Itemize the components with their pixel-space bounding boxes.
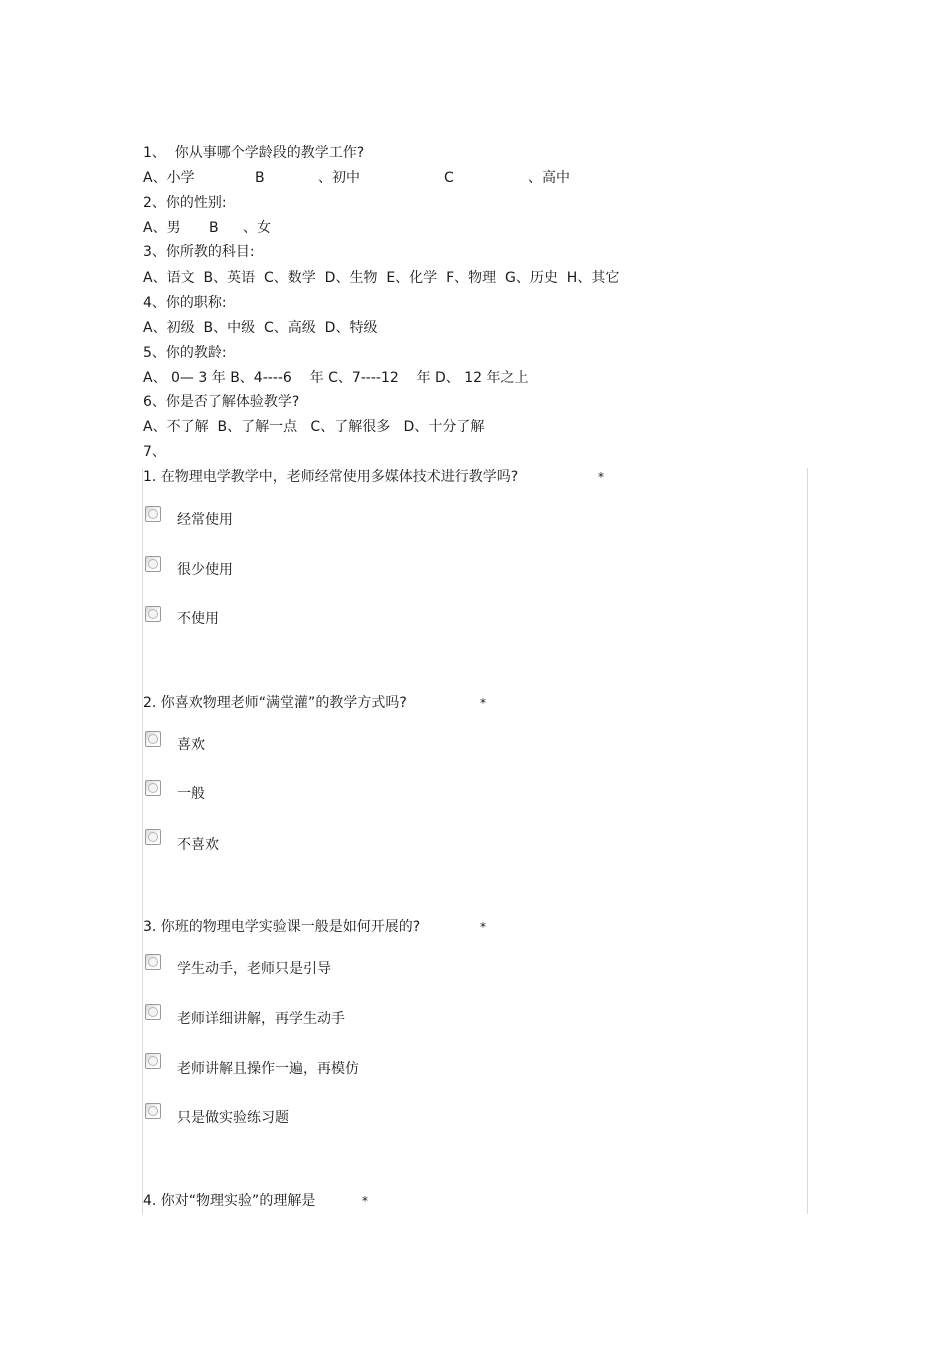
question-7: 7、 <box>143 444 166 460</box>
survey-q4-title: 4. 你对“物理实验”的理解是 <box>143 1193 316 1209</box>
question-1-option-c-letter: C <box>444 170 454 186</box>
question-2: 2、你的性别: <box>143 195 227 211</box>
question-3: 3、你所教的科目: <box>143 244 255 260</box>
survey-q3-title: 3. 你班的物理电学实验课一般是如何开展的? <box>143 919 421 935</box>
question-6: 6、你是否了解体验教学? <box>143 394 300 410</box>
survey-q1-radio-1[interactable] <box>145 506 161 522</box>
question-1-option-c-text: 、高中 <box>528 170 570 186</box>
survey-form-frame <box>142 468 808 1214</box>
survey-q2-required-mark: * <box>480 696 486 710</box>
question-1-option-b-letter: B <box>255 170 265 186</box>
survey-q3-option-4[interactable]: 只是做实验练习题 <box>177 1110 289 1126</box>
survey-q2-option-3[interactable]: 不喜欢 <box>177 837 219 853</box>
question-5: 5、你的教龄: <box>143 345 227 361</box>
question-5-options: A、 0— 3 年 B、4----6 年 C、7----12 年 D、 12 年之上 <box>143 370 529 386</box>
survey-q3-radio-4[interactable] <box>145 1103 161 1119</box>
survey-q3-option-1[interactable]: 学生动手，老师只是引导 <box>177 961 331 977</box>
survey-q2-radio-3[interactable] <box>145 829 161 845</box>
survey-q3-option-2[interactable]: 老师详细讲解，再学生动手 <box>177 1011 345 1027</box>
question-2-option-b-letter: B <box>209 220 219 236</box>
survey-q1-title: 1. 在物理电学教学中，老师经常使用多媒体技术进行教学吗? <box>143 469 519 485</box>
survey-q3-radio-1[interactable] <box>145 954 161 970</box>
question-2-option-a: A、男 <box>143 220 181 236</box>
question-1: 1、 你从事哪个学龄段的教学工作? <box>143 145 365 161</box>
question-6-options: A、不了解 B、了解一点 C、了解很多 D、十分了解 <box>143 419 485 435</box>
survey-q2-title: 2. 你喜欢物理老师“满堂灌”的教学方式吗? <box>143 695 407 711</box>
survey-q3-option-3[interactable]: 老师讲解且操作一遍，再模仿 <box>177 1061 359 1077</box>
question-2-option-b-text: 、女 <box>243 220 271 236</box>
survey-q3-radio-3[interactable] <box>145 1053 161 1069</box>
survey-q4-required-mark: * <box>362 1194 368 1208</box>
survey-q2-radio-1[interactable] <box>145 731 161 747</box>
survey-q1-option-1[interactable]: 经常使用 <box>177 512 233 528</box>
survey-q1-required-mark: * <box>598 470 604 484</box>
question-1-option-a: A、小学 <box>143 170 195 186</box>
survey-q1-radio-2[interactable] <box>145 556 161 572</box>
question-4-options: A、初级 B、中级 C、高级 D、特级 <box>143 320 378 336</box>
survey-q3-required-mark: * <box>480 920 486 934</box>
survey-q1-radio-3[interactable] <box>145 606 161 622</box>
survey-q3-radio-2[interactable] <box>145 1004 161 1020</box>
question-4: 4、你的职称: <box>143 295 227 311</box>
survey-q1-option-2[interactable]: 很少使用 <box>177 562 233 578</box>
survey-q1-option-3[interactable]: 不使用 <box>177 611 219 627</box>
survey-q2-option-1[interactable]: 喜欢 <box>177 737 205 753</box>
survey-q2-radio-2[interactable] <box>145 780 161 796</box>
question-1-option-b-text: 、初中 <box>318 170 360 186</box>
question-3-options: A、语文 B、英语 C、数学 D、生物 E、化学 F、物理 G、历史 H、其它 <box>143 270 620 286</box>
survey-q2-option-2[interactable]: 一般 <box>177 786 205 802</box>
